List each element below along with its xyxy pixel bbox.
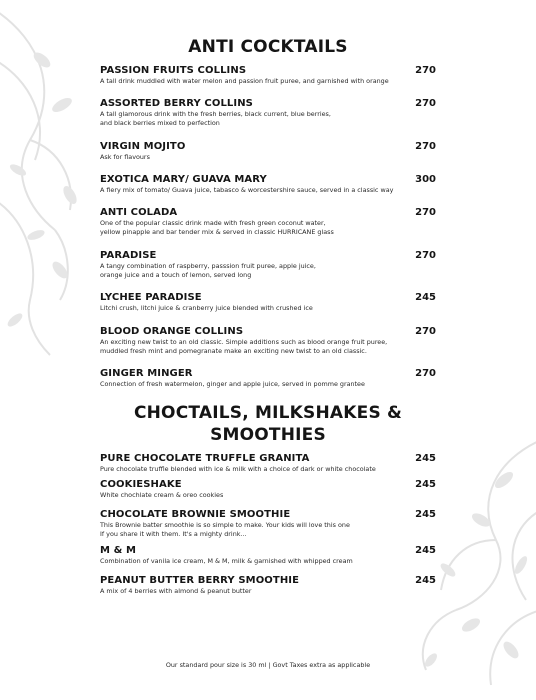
item-description: Combination of vanila ice cream, M & M, milk & garnished with whipped cream [100,557,353,565]
item-price: 245 [415,509,436,520]
item-price: 270 [415,249,436,261]
item-name: LYCHEE PARADISE [100,292,202,304]
item-description: Connection of fresh watermelon, ginger and apple juice, served in pomme grantee [100,380,365,389]
item-price: 245 [415,479,436,490]
section-title-choctails-milkshakes-smoothies [0,402,536,446]
item-price: 270 [415,368,436,380]
menu-item [100,97,436,140]
item-price: 245 [415,292,436,304]
item-price: 270 [415,325,436,337]
menu-item [100,206,436,249]
item-name: GINGER MINGER [100,368,193,380]
menu-item [100,249,436,292]
item-description: One of the popular classic drink made with fresh green coconut water, [100,219,326,228]
choctails-list [100,452,436,600]
item-name: PURE CHOCOLATE TRUFFLE GRANITA [100,453,310,464]
item-name: PASSION FRUITS COLLINS [100,65,247,76]
item-name: CHOCOLATE BROWNIE SMOOTHIE [100,509,291,520]
item-price: 300 [415,174,436,186]
item-name: VIRGIN MOJITO [100,140,186,152]
item-description: and black berries mixed to perfection [100,119,220,128]
item-price: 245 [415,545,436,556]
item-description: If you share it with them. It's a mighty drink... [100,530,247,538]
item-description: Ask for flavours [100,152,150,161]
section-title-anti-cocktails: ANTI COCKTAILS [188,37,348,57]
item-name: PARADISE [100,249,157,261]
item-name: M & M [100,545,137,556]
item-description: A tangy combination of raspberry, passsion fruit puree, apple juice, [100,261,316,270]
item-description: A fiery mix of tomato/ Guava juice, tabasco & worcestershire sauce, served in a classic way [100,186,394,195]
menu-item [100,508,436,544]
menu-item [100,64,436,97]
item-description: Litchi crush, litchi juice & cranberry juice blended with crushed ice [100,304,313,313]
item-price: 270 [415,140,436,152]
item-description: A tall glamorous drink with the fresh berries, black current, blue berries, [100,110,331,119]
anti-cocktails-list [100,64,436,400]
item-name: BLOOD ORANGE COLLINS [100,325,244,337]
section-title-line: CHOCTAILS, MILKSHAKES & [133,403,403,423]
menu-item [100,173,436,206]
menu-item [100,140,436,173]
item-name: COOKIESHAKE [100,479,182,490]
menu-item [100,574,436,600]
menu-item [100,367,436,400]
menu-item [100,291,436,324]
item-name: ASSORTED BERRY COLLINS [100,98,253,110]
item-price: 270 [415,207,436,219]
item-description: A tall drink muddled with water melon and passion fruit puree, and garnished with orange [100,77,389,85]
menu-item [100,325,436,368]
footer-note: Our standard pour size is 30 ml | Govt Taxes extra as applicable [165,661,371,669]
menu-item [100,478,436,508]
item-price: 245 [415,575,436,586]
item-description: White chochlate cream & oreo cookies [100,491,224,499]
item-name: EXOTICA MARY/ GUAVA MARY [100,174,267,186]
section-title-line: SMOOTHIES [210,425,326,445]
item-name: ANTI COLADA [100,207,178,219]
item-description: orange juice and a touch of lemon, served long [100,270,252,279]
item-name: PEANUT BUTTER BERRY SMOOTHIE [100,575,300,586]
menu-item [100,544,436,574]
item-price: 270 [415,65,436,76]
item-price: 245 [415,453,436,464]
menu-item [100,452,436,478]
item-description: muddled fresh mint and pomegranate make an exciting new twist to an old classic. [100,346,367,355]
item-description: An exciting new twist to an old classic. Simple additions such as blood orange fruit puree, [100,337,388,346]
item-description: yellow pinapple and bar tender mix & served in classic HURRICANE glass [100,228,334,237]
item-description: Pure chocolate truffle blended with ice & milk with a choice of dark or white chocolate [100,465,376,473]
item-description: A mix of 4 berries with almond & peanut butter [100,587,252,595]
item-description: This Brownie batter smoothie is so simple to make. Your kids will love this one [100,521,350,529]
item-price: 270 [415,98,436,110]
